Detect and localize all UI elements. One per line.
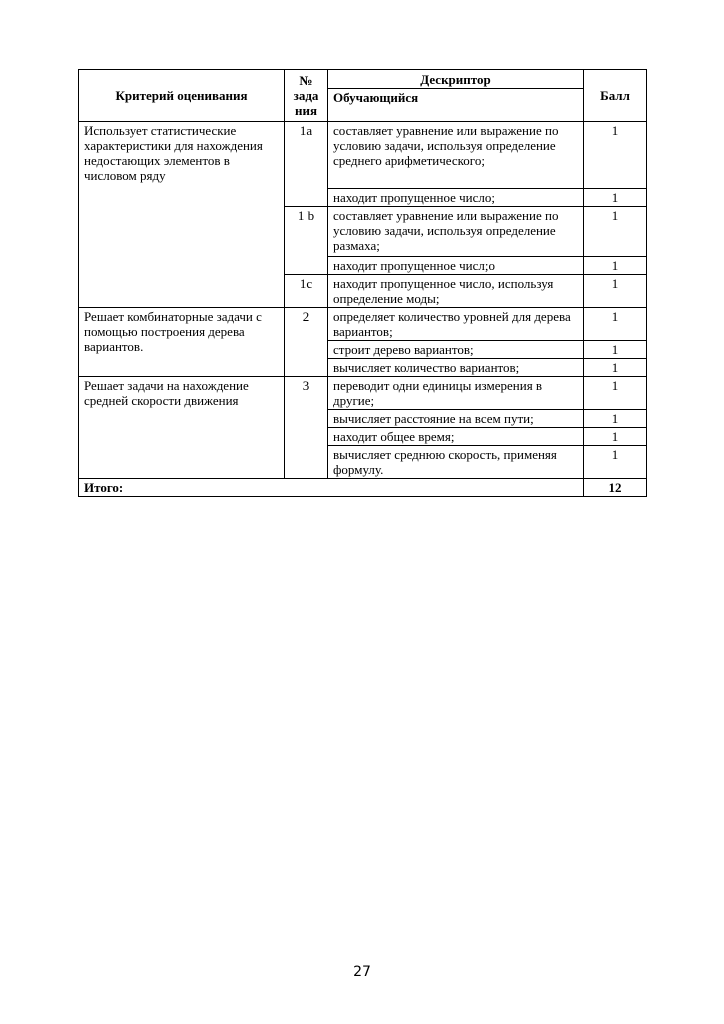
criterion-cell: Решает задачи на нахождение средней скорости движения xyxy=(79,377,285,479)
task-number-cell: 1 b xyxy=(285,207,328,275)
descriptor-cell: переводит одни единицы измерения в другие; xyxy=(328,377,584,410)
criterion-header: Критерий оценивания xyxy=(79,70,285,122)
table-row xyxy=(79,308,647,341)
score-cell: 1 xyxy=(584,377,647,410)
score-cell: 1 xyxy=(584,257,647,275)
table-row xyxy=(79,377,647,410)
descriptor-cell: составляет уравнение или выражение по условию задачи, используя определение среднего арифметического; xyxy=(328,122,584,189)
task-number-cell: 2 xyxy=(285,308,328,377)
score-cell: 1 xyxy=(584,359,647,377)
score-cell: 1 xyxy=(584,122,647,189)
descriptor-cell: находит пропущенное числ;о xyxy=(328,257,584,275)
task-number-cell: 1a xyxy=(285,122,328,207)
descriptor-cell: находит пропущенное число, используя определение моды; xyxy=(328,275,584,308)
descriptor-cell: строит дерево вариантов; xyxy=(328,341,584,359)
total-score: 12 xyxy=(584,479,647,497)
page-number: 27 xyxy=(353,964,371,980)
total-label: Итого: xyxy=(79,479,584,497)
criterion-cell: Использует статистические характеристики для нахождения недостающих элементов в числовом ряду xyxy=(79,122,285,308)
score-cell: 1 xyxy=(584,207,647,257)
task-number-cell: 3 xyxy=(285,377,328,479)
total-row xyxy=(79,479,647,497)
student-header: Обучающийся xyxy=(328,89,584,122)
score-cell: 1 xyxy=(584,446,647,479)
score-cell: 1 xyxy=(584,308,647,341)
task-number-header-symbol: № xyxy=(299,73,313,88)
assessment-rubric-table xyxy=(78,69,647,497)
score-cell: 1 xyxy=(584,428,647,446)
descriptor-cell: вычисляет среднюю скорость, применяя формулу. xyxy=(328,446,584,479)
descriptor-cell: определяет количество уровней для дерева вариантов; xyxy=(328,308,584,341)
score-cell: 1 xyxy=(584,410,647,428)
task-number-cell: 1c xyxy=(285,275,328,308)
score-cell: 1 xyxy=(584,275,647,308)
criterion-cell: Решает комбинаторные задачи с помощью построения дерева вариантов. xyxy=(79,308,285,377)
task-number-header-word: зада ния xyxy=(293,88,319,118)
task-number-header xyxy=(285,70,328,122)
score-cell: 1 xyxy=(584,189,647,207)
score-cell: 1 xyxy=(584,341,647,359)
descriptor-cell: вычисляет количество вариантов; xyxy=(328,359,584,377)
descriptor-header: Дескриптор xyxy=(328,70,584,89)
table-row xyxy=(79,122,647,189)
descriptor-cell: находит пропущенное число; xyxy=(328,189,584,207)
descriptor-cell: составляет уравнение или выражение по условию задачи, используя определение размаха; xyxy=(328,207,584,257)
descriptor-cell: находит общее время; xyxy=(328,428,584,446)
header-row-top xyxy=(79,70,647,89)
score-header: Балл xyxy=(584,70,647,122)
descriptor-cell: вычисляет расстояние на всем пути; xyxy=(328,410,584,428)
